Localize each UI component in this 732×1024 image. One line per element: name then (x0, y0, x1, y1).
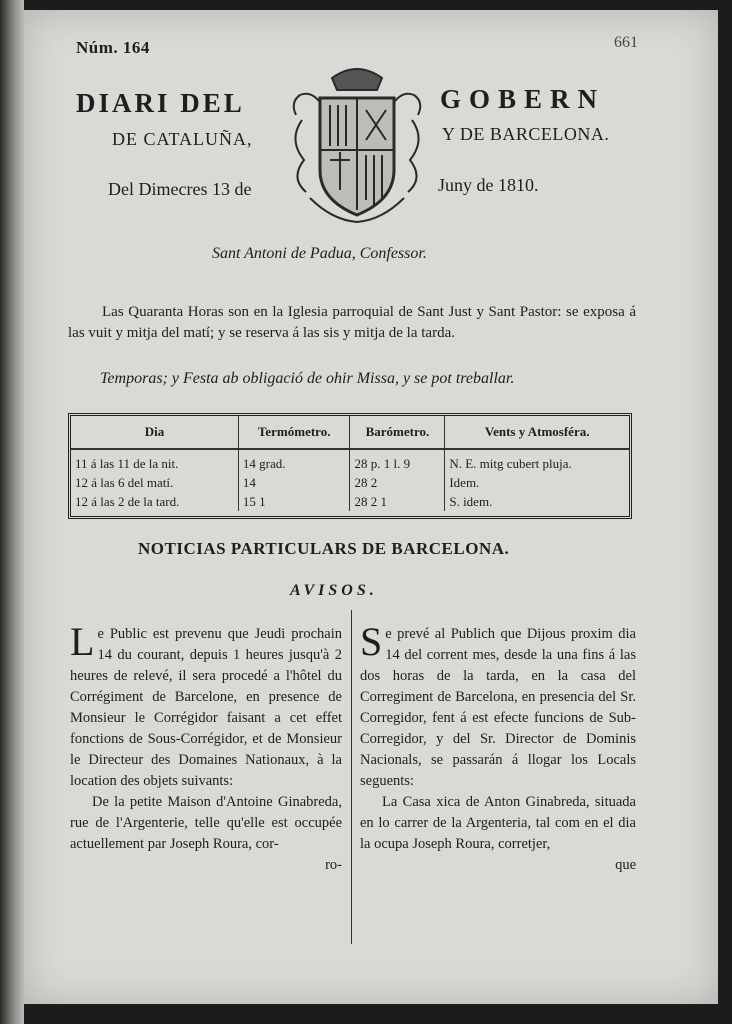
section-heading: NOTICIAS PARTICULARS DE BARCELONA. (138, 539, 510, 558)
table-cell: 11 á las 11 de la nit. (71, 449, 238, 473)
table-cell: 12 á las 2 de la tard. (71, 492, 238, 511)
table-cell: 14 (238, 473, 350, 492)
left-column-french (70, 619, 342, 876)
coat-of-arms-emblem (282, 60, 432, 225)
table-header-vents: Vents y Atmosféra. (445, 416, 629, 449)
drop-cap: S (360, 619, 383, 664)
right-column-catchword: que (615, 857, 636, 873)
table-row (71, 473, 629, 492)
left-column-paragraph (70, 619, 342, 792)
book-gutter (0, 0, 24, 1024)
column-divider (351, 610, 352, 944)
right-column-paragraph-2: La Casa xica de Anton Ginabreda, situada en lo carrer de la Argenteria, tal com en el dia la ocupa Joseph Roura, corretjer, (360, 794, 636, 852)
weather-table (68, 413, 632, 519)
left-column-catchword: ro- (325, 857, 342, 873)
saint-of-the-day: Sant Antoni de Padua, Confessor. (212, 245, 427, 262)
table-cell: 12 á las 6 del matí. (71, 473, 238, 492)
table-cell: 28 p. 1 l. 9 (350, 449, 445, 473)
table-header-dia: Dia (71, 416, 238, 449)
drop-cap: L (70, 619, 95, 664)
issue-number: Núm. 164 (76, 38, 150, 57)
table-cell: 15 1 (238, 492, 350, 511)
page-number: 661 (614, 34, 638, 51)
left-column-paragraph-2: De la petite Maison d'Antoine Ginabreda, rue de l'Argenterie, telle qu'elle est occupée actuellement par Joseph Roura, cor- (70, 794, 342, 852)
table-header-termometro: Termómetro. (238, 416, 350, 449)
table-cell: 28 2 1 (350, 492, 445, 511)
table-cell: 14 grad. (238, 449, 350, 473)
masthead-subtitle-right: Y DE BARCELONA. (442, 124, 610, 144)
masthead-title-left: DIARI DEL (76, 88, 245, 118)
date-right: Juny de 1810. (438, 175, 539, 195)
masthead-title-right: GOBERN (440, 84, 606, 114)
right-column-paragraph (360, 619, 636, 792)
table-cell: Idem. (449, 474, 480, 490)
masthead-subtitle-left: DE CATALUÑA, (112, 129, 253, 149)
temporas-line: Temporas; y Festa ab obligació de ohir Missa, y se pot treballar. (100, 370, 515, 387)
left-column-text: e Public est prevenu que Jeudi prochain 14 du courant, depuis 1 heures jusqu'à 2 heures de relevé, il sera procedé a l'hôtel du Corrégiment de Barcelone, en presence de Monsieur le Corrégidor faisant a cet effet fonctions de Sous-Corrégidor, et de Monsieur le Directeur des Domaines Nationaux, à la location des objets suivants: (70, 626, 342, 789)
right-column-catalan (360, 619, 636, 876)
table-cell: 28 2 (350, 473, 445, 492)
quarant-hores-paragraph: Las Quaranta Horas son en la Iglesia parroquial de Sant Just y Sant Pastor: se exposa á las vuit y mitja del matí; y se reserva á las sis y mitja de la tarda. (68, 304, 636, 341)
table-row (71, 492, 629, 511)
table-header-barometro: Barómetro. (350, 416, 445, 449)
table-cell: S. idem. (449, 493, 493, 509)
table-row (71, 449, 629, 473)
table-cell: N. E. mitg cubert pluja. (449, 455, 572, 471)
date-left: Del Dimecres 13 de (108, 179, 252, 199)
avisos-heading: AVISOS. (290, 582, 378, 599)
right-column-text: e prevé al Publich que Dijous proxim dia 14 del corrent mes, desde la una fins á las dos horas de la tarda, en la casa del Corregiment de Barcelona, en presencia del Sr. Corregidor, fent á est efecte funcions de Sub-Corregidor, y del Sr. Director de Dominis Nacionals, se passarán á llogar los Locals seguents: (360, 626, 636, 789)
